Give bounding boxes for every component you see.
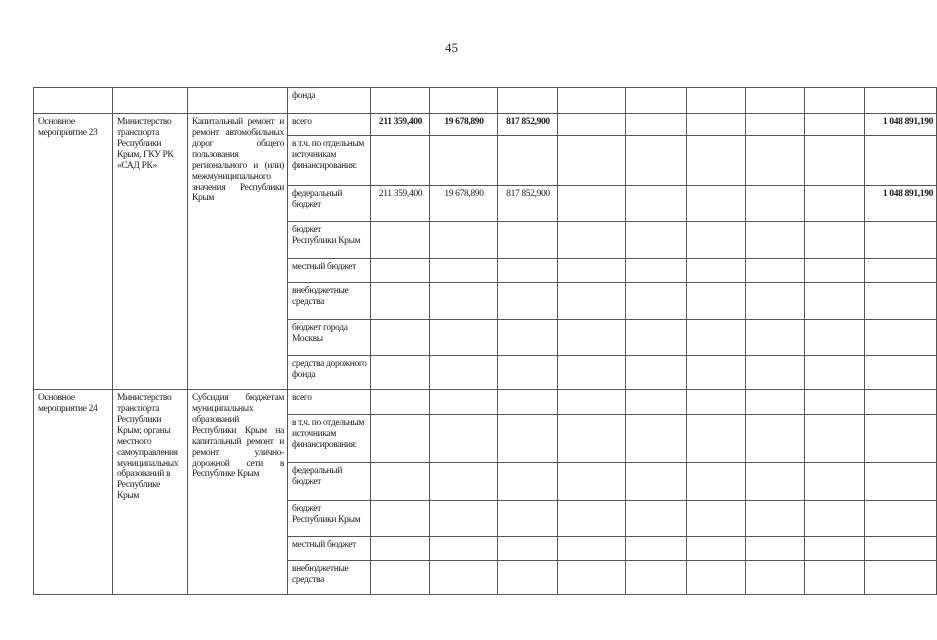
empty-cell xyxy=(687,356,746,390)
empty-cell xyxy=(865,561,937,595)
empty-cell xyxy=(371,320,430,356)
empty-cell xyxy=(430,320,498,356)
value-cell: 817 852,900 xyxy=(498,114,558,136)
empty-cell xyxy=(558,537,626,561)
empty-cell xyxy=(687,186,746,222)
empty-cell xyxy=(687,283,746,320)
empty-cell xyxy=(805,501,865,537)
empty-cell xyxy=(805,283,865,320)
empty-cell xyxy=(498,136,558,186)
event-cell: Основное мероприятие 23 xyxy=(34,114,113,390)
total-cell: 1 048 891,190 xyxy=(865,114,937,136)
empty-cell xyxy=(626,537,687,561)
empty-cell xyxy=(805,390,865,415)
empty-cell xyxy=(430,222,498,259)
source-cell: местный бюджет xyxy=(288,537,371,561)
empty-cell xyxy=(498,390,558,415)
source-cell: в т.ч. по отдельным источникам финансирования: xyxy=(288,136,371,186)
executor-cell: Министерство транспорта Республики Крым, ГКУ РК «САД РК» xyxy=(113,114,188,390)
empty-cell xyxy=(430,537,498,561)
empty-cell xyxy=(558,501,626,537)
empty-cell xyxy=(746,463,805,501)
empty-cell xyxy=(498,88,558,114)
empty-cell xyxy=(371,463,430,501)
source-cell: всего xyxy=(288,114,371,136)
empty-cell xyxy=(687,114,746,136)
empty-cell xyxy=(498,283,558,320)
empty-cell xyxy=(498,259,558,283)
empty-cell xyxy=(430,356,498,390)
source-cell: бюджет Республики Крым xyxy=(288,501,371,537)
empty-cell xyxy=(498,415,558,463)
source-cell: фонда xyxy=(288,88,371,114)
empty-cell xyxy=(626,88,687,114)
empty-cell xyxy=(626,561,687,595)
empty-cell xyxy=(805,356,865,390)
source-cell: бюджет Республики Крым xyxy=(288,222,371,259)
total-cell: 1 048 891,190 xyxy=(865,186,937,222)
source-cell: бюджет города Москвы xyxy=(288,320,371,356)
empty-cell xyxy=(865,136,937,186)
value-cell: 19 678,890 xyxy=(430,186,498,222)
empty-cell xyxy=(805,259,865,283)
empty-cell xyxy=(865,356,937,390)
empty-cell xyxy=(746,186,805,222)
page-number: 45 xyxy=(445,40,458,55)
empty-cell xyxy=(805,561,865,595)
empty-cell xyxy=(687,561,746,595)
empty-cell xyxy=(746,415,805,463)
source-cell: местный бюджет xyxy=(288,259,371,283)
empty-cell xyxy=(113,88,188,114)
empty-cell xyxy=(188,88,288,114)
empty-cell xyxy=(558,283,626,320)
empty-cell xyxy=(371,537,430,561)
empty-cell xyxy=(805,320,865,356)
empty-cell xyxy=(865,390,937,415)
empty-cell xyxy=(687,222,746,259)
empty-cell xyxy=(498,561,558,595)
empty-cell xyxy=(430,283,498,320)
empty-cell xyxy=(865,283,937,320)
empty-cell xyxy=(371,222,430,259)
empty-cell xyxy=(626,136,687,186)
empty-cell xyxy=(805,415,865,463)
empty-cell xyxy=(687,501,746,537)
empty-cell xyxy=(746,356,805,390)
empty-cell xyxy=(498,537,558,561)
empty-cell xyxy=(626,259,687,283)
value-cell: 211 359,400 xyxy=(371,114,430,136)
table-row xyxy=(34,390,937,415)
empty-cell xyxy=(865,415,937,463)
empty-cell xyxy=(558,259,626,283)
empty-cell xyxy=(746,537,805,561)
empty-cell xyxy=(687,537,746,561)
empty-cell xyxy=(626,222,687,259)
table-row xyxy=(34,88,937,114)
empty-cell xyxy=(430,259,498,283)
empty-cell xyxy=(498,320,558,356)
empty-cell xyxy=(805,222,865,259)
empty-cell xyxy=(687,88,746,114)
empty-cell xyxy=(498,463,558,501)
source-cell: средства дорожного фонда xyxy=(288,356,371,390)
empty-cell xyxy=(746,320,805,356)
empty-cell xyxy=(371,283,430,320)
empty-cell xyxy=(371,561,430,595)
empty-cell xyxy=(746,259,805,283)
empty-cell xyxy=(687,390,746,415)
empty-cell xyxy=(805,114,865,136)
empty-cell xyxy=(746,561,805,595)
empty-cell xyxy=(558,561,626,595)
empty-cell xyxy=(805,463,865,501)
empty-cell xyxy=(687,259,746,283)
empty-cell xyxy=(626,320,687,356)
empty-cell xyxy=(805,186,865,222)
value-cell: 211 359,400 xyxy=(371,186,430,222)
empty-cell xyxy=(746,390,805,415)
empty-cell xyxy=(687,415,746,463)
empty-cell xyxy=(626,463,687,501)
source-cell: всего xyxy=(288,390,371,415)
empty-cell xyxy=(430,88,498,114)
empty-cell xyxy=(746,501,805,537)
empty-cell xyxy=(746,88,805,114)
empty-cell xyxy=(498,501,558,537)
empty-cell xyxy=(805,537,865,561)
empty-cell xyxy=(865,537,937,561)
source-cell: внебюджетные средства xyxy=(288,561,371,595)
empty-cell xyxy=(865,88,937,114)
empty-cell xyxy=(498,356,558,390)
empty-cell xyxy=(371,501,430,537)
description-cell: Капитальный ремонт и ремонт автомобильных дорог общего пользования регионального и (или) межмуниципального значения Республики Крым xyxy=(188,114,288,390)
empty-cell xyxy=(371,390,430,415)
empty-cell xyxy=(865,222,937,259)
empty-cell xyxy=(558,415,626,463)
empty-cell xyxy=(746,136,805,186)
empty-cell xyxy=(626,390,687,415)
empty-cell xyxy=(430,415,498,463)
empty-cell xyxy=(371,136,430,186)
empty-cell xyxy=(626,356,687,390)
empty-cell xyxy=(746,114,805,136)
empty-cell xyxy=(805,136,865,186)
empty-cell xyxy=(558,390,626,415)
empty-cell xyxy=(626,186,687,222)
source-cell: федеральный бюджет xyxy=(288,463,371,501)
value-cell: 817 852,900 xyxy=(498,186,558,222)
event-cell: Основное мероприятие 24 xyxy=(34,390,113,595)
empty-cell xyxy=(865,463,937,501)
executor-cell: Министерство транспорта Республики Крым; органы местного самоуправления муниципальных образований в Республике Крым xyxy=(113,390,188,595)
empty-cell xyxy=(558,186,626,222)
empty-cell xyxy=(746,283,805,320)
empty-cell xyxy=(626,283,687,320)
empty-cell xyxy=(626,415,687,463)
empty-cell xyxy=(371,356,430,390)
empty-cell xyxy=(865,501,937,537)
empty-cell xyxy=(430,390,498,415)
empty-cell xyxy=(558,88,626,114)
empty-cell xyxy=(430,561,498,595)
empty-cell xyxy=(626,501,687,537)
empty-cell xyxy=(371,259,430,283)
funding-table xyxy=(33,87,937,595)
empty-cell xyxy=(558,463,626,501)
empty-cell xyxy=(865,320,937,356)
empty-cell xyxy=(430,463,498,501)
empty-cell xyxy=(626,114,687,136)
empty-cell xyxy=(558,222,626,259)
source-cell: внебюджетные средства xyxy=(288,283,371,320)
empty-cell xyxy=(558,356,626,390)
source-cell: в т.ч. по отдельным источникам финансирования: xyxy=(288,415,371,463)
empty-cell xyxy=(746,222,805,259)
empty-cell xyxy=(34,88,113,114)
source-cell: федеральный бюджет xyxy=(288,186,371,222)
empty-cell xyxy=(865,259,937,283)
table-row xyxy=(34,114,937,136)
empty-cell xyxy=(805,88,865,114)
empty-cell xyxy=(430,501,498,537)
empty-cell xyxy=(371,88,430,114)
empty-cell xyxy=(687,136,746,186)
empty-cell xyxy=(687,320,746,356)
empty-cell xyxy=(371,415,430,463)
description-cell: Субсидия бюджетам муниципальных образований Республики Крым на капитальный ремонт и ремонт улично-дорожной сети в Республике Крым xyxy=(188,390,288,595)
empty-cell xyxy=(558,114,626,136)
empty-cell xyxy=(558,136,626,186)
empty-cell xyxy=(687,463,746,501)
empty-cell xyxy=(430,136,498,186)
empty-cell xyxy=(498,222,558,259)
empty-cell xyxy=(558,320,626,356)
value-cell: 19 678,890 xyxy=(430,114,498,136)
